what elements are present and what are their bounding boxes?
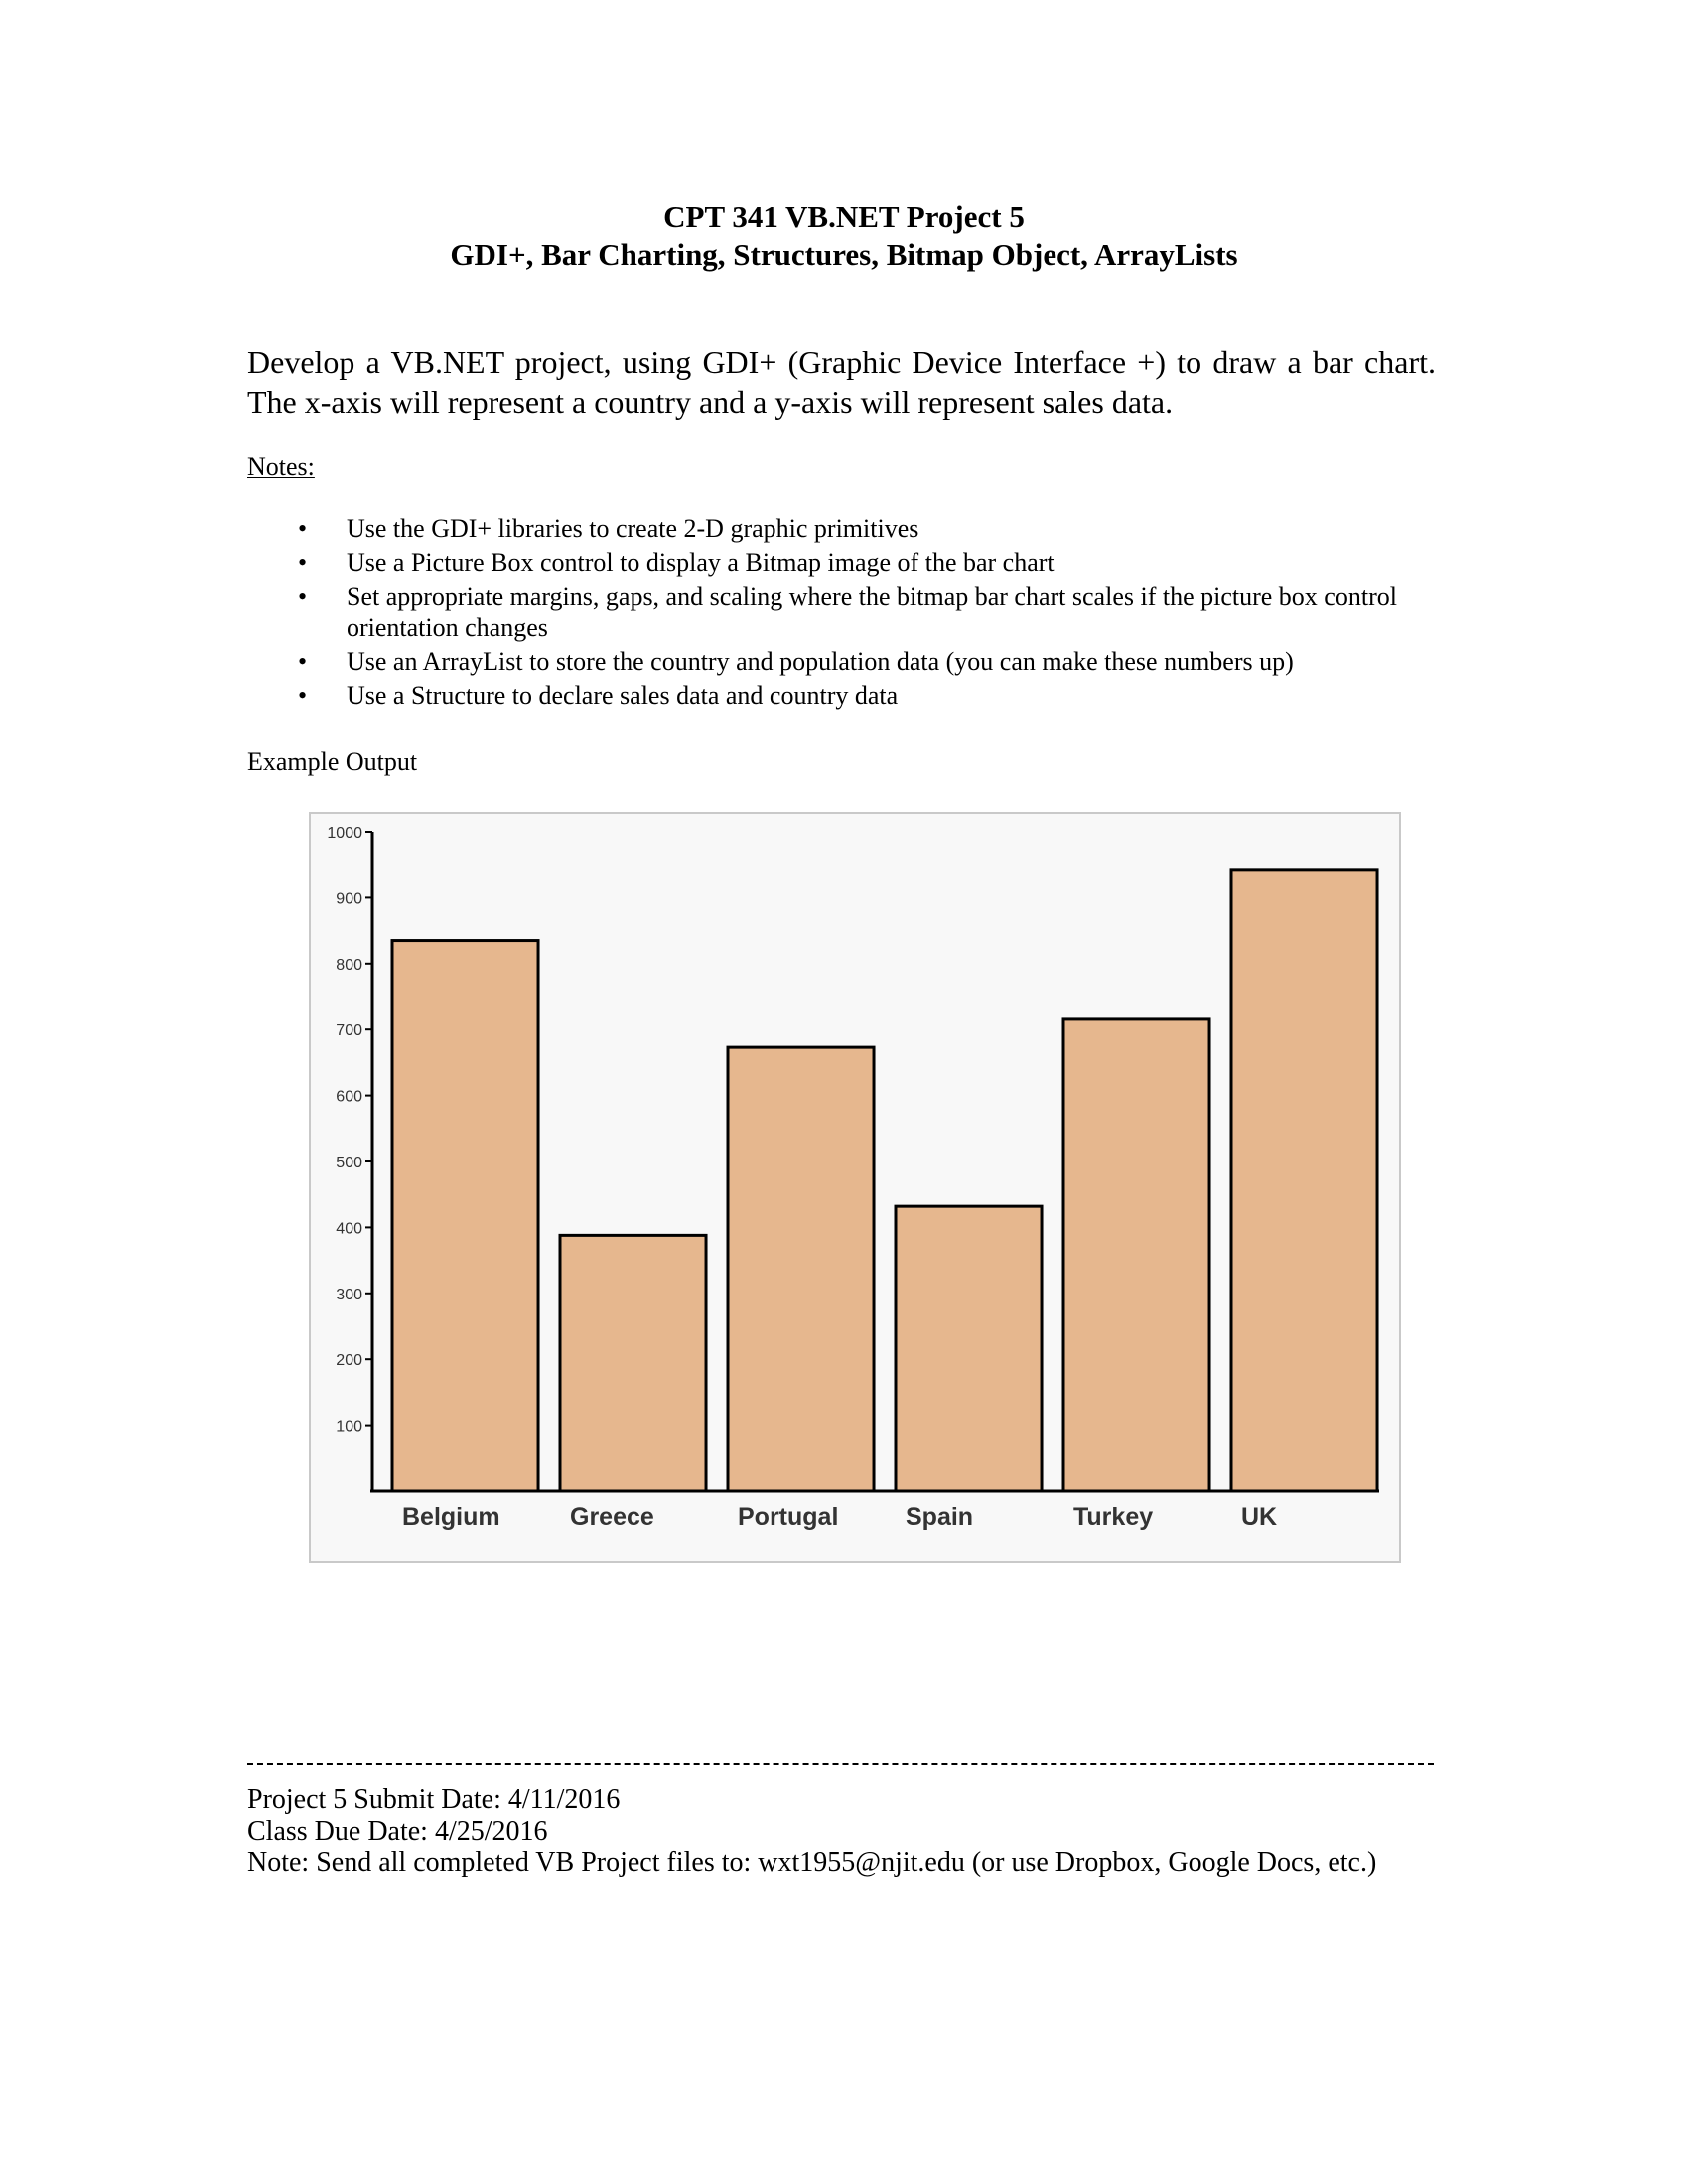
intro-paragraph: Develop a VB.NET project, using GDI+ (Graphic Device Interface +) to draw a bar chart. The x-axis will represent a country and a y-axis will represent sales data. [247,344,1436,420]
list-item [247,680,1439,712]
notes-list [247,513,1439,714]
x-tick-label: Greece [570,1503,654,1531]
due-date: Class Due Date: 4/25/2016 [247,1816,548,1846]
y-tick-label: 300 [336,1286,362,1303]
y-tick-label: 1000 [327,825,362,842]
bar-turkey [1063,1019,1209,1491]
bullet-icon: • [298,514,308,543]
bar-spain [896,1206,1042,1491]
note-text: Use a Picture Box control to display a Bitmap image of the bar chart [347,548,1055,577]
list-item [247,646,1439,678]
bullet-icon: • [298,548,308,577]
bar-belgium [392,941,538,1491]
bullet-icon: • [298,681,308,710]
bar-chart [311,814,1399,1561]
note-text: Set appropriate margins, gaps, and scaling where the bitmap bar chart scales if the picture box control orientation changes [347,582,1397,642]
y-tick-label: 600 [336,1088,362,1106]
x-tick-label: Spain [906,1503,974,1531]
bullet-icon: • [298,582,308,611]
note-text: Use the GDI+ libraries to create 2-D graphic primitives [347,514,919,543]
y-tick-label: 900 [336,890,362,908]
bar-portugal [728,1047,874,1491]
y-tick-label: 200 [336,1352,362,1370]
list-item [247,513,1439,545]
list-item [247,547,1439,579]
note-text: Use a Structure to declare sales data and country data [347,681,899,710]
bar-greece [560,1235,706,1491]
document-title: CPT 341 VB.NET Project 5 [663,200,1025,234]
submit-date: Project 5 Submit Date: 4/11/2016 [247,1784,621,1815]
example-output-label: Example Output [247,748,418,776]
submission-note: Note: Send all completed VB Project files to: wxt1955@njit.edu (or use Dropbox, Google Docs, etc.) [247,1847,1377,1878]
footer-divider [247,1763,1434,1765]
note-text: Use an ArrayList to store the country and population data (you can make these numbers up) [347,647,1294,676]
x-tick-label: UK [1241,1503,1278,1531]
notes-heading: Notes: [247,452,315,480]
bar-uk [1231,870,1377,1491]
x-tick-label: Portugal [738,1503,839,1531]
bar-chart-picture-box [309,812,1401,1563]
y-tick-label: 400 [336,1220,362,1238]
y-tick-label: 800 [336,956,362,974]
bullet-icon: • [298,647,308,676]
y-tick-label: 500 [336,1155,362,1171]
x-tick-label: Belgium [402,1503,500,1531]
y-tick-label: 700 [336,1023,362,1040]
x-tick-label: Turkey [1073,1503,1154,1531]
y-tick-label: 100 [336,1418,362,1435]
list-item [247,581,1439,644]
document-subtitle: GDI+, Bar Charting, Structures, Bitmap Object, ArrayLists [450,237,1238,272]
